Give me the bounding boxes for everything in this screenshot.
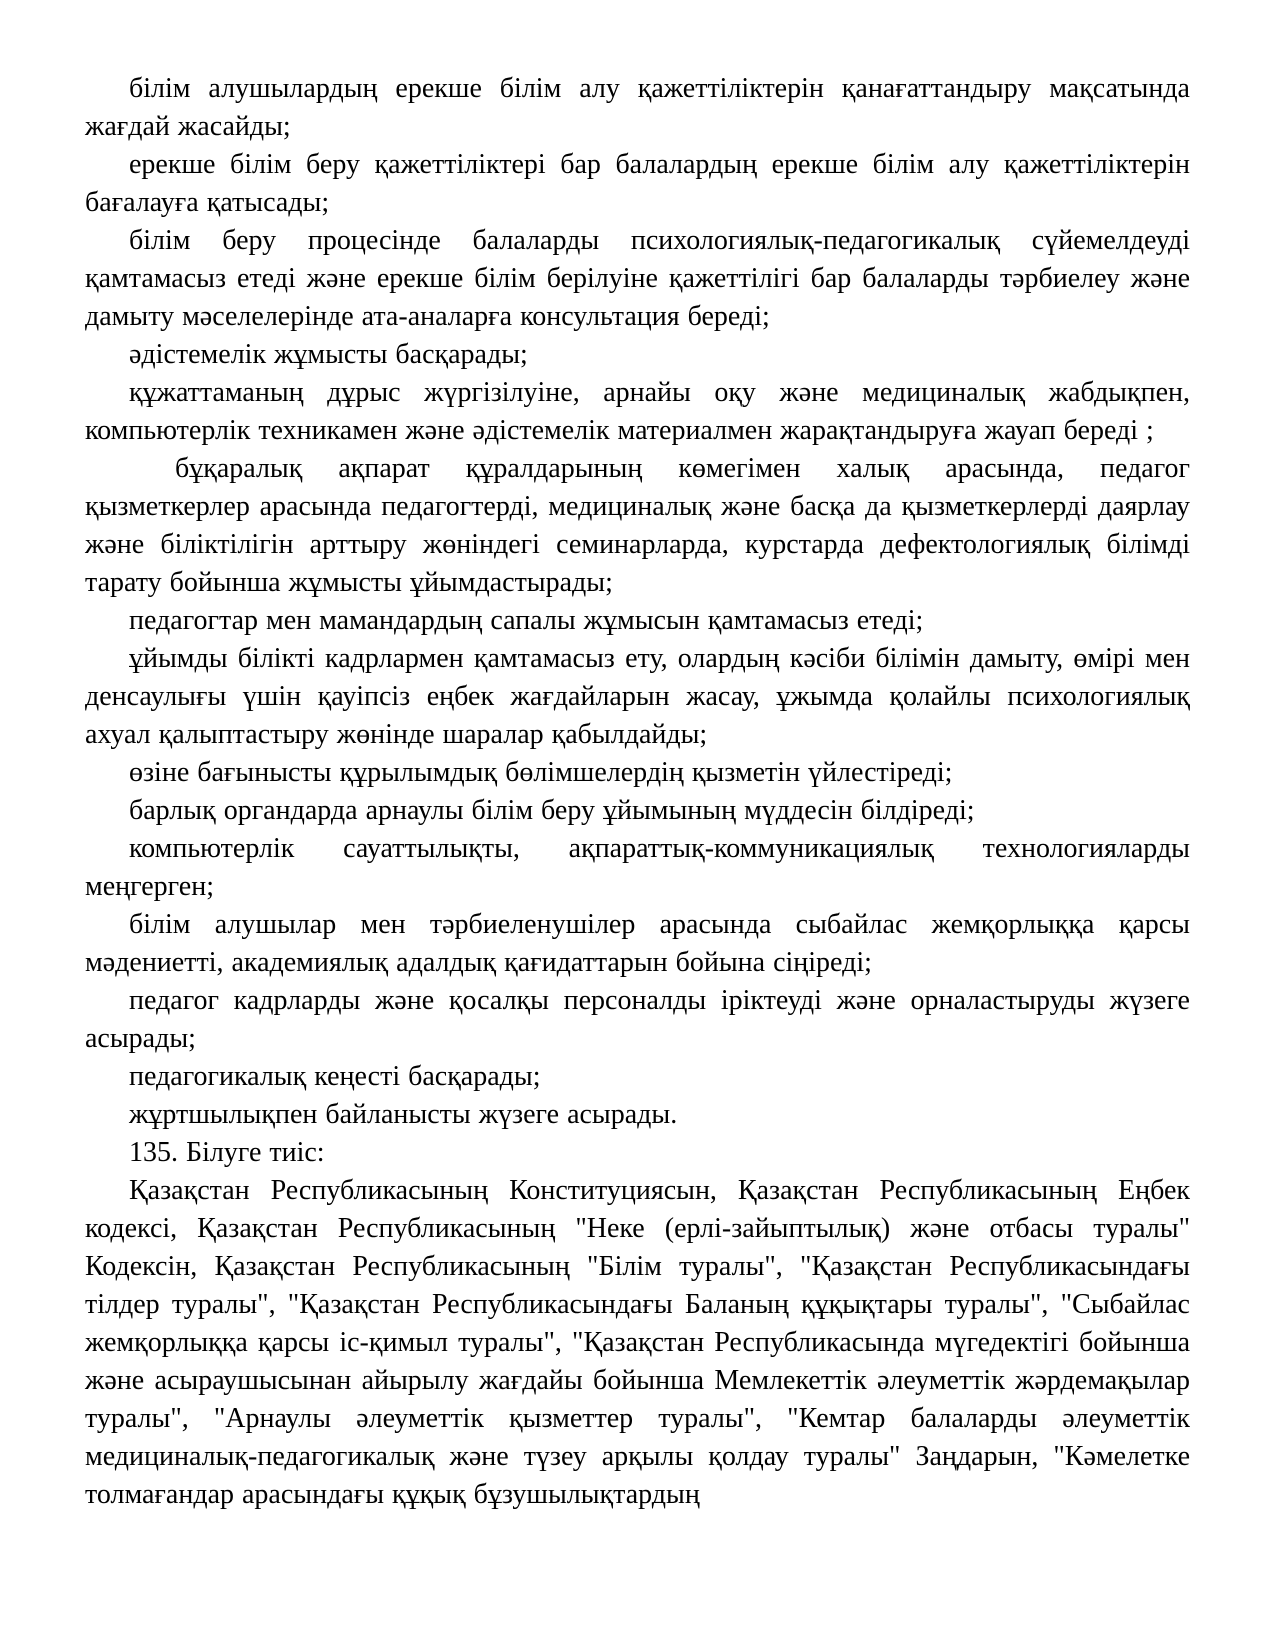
paragraph-duties-special-needs-conditions: білім алушылардың ерекше білім алу қажеттіліктерін қанағаттандыру мақсатында жағдай жасайды; [85,73,1190,142]
paragraph-duties-coordinates-units: өзіне бағынысты құрылымдық бөлімшелердің қызметін үйлестіреді; [129,757,953,788]
paragraph-duties-qualified-staff: ұйымды білікті кадрлармен қамтамасыз ету, олардың кәсіби білімін дамыту, өмірі мен денсаулығы үшін қауіпсіз еңбек жағдайларын жасау, ұжымда қолайлы психологиялық ахуал қалыптастыру жөнінде шаралар қабылдайды; [85,643,1190,750]
paragraph-duties-methodical-work: әдістемелік жұмысты басқарады; [129,339,528,370]
paragraph-duties-documentation-equipment: құжаттаманың дұрыс жүргізілуіне, арнайы оқу және медициналық жабдықпен, компьютерлік техникамен және әдістемелік материалмен жарақтандыруға жауап береді ; [85,377,1190,446]
paragraph-duties-anticorruption-culture: білім алушылар мен тәрбиеленушілер арасында сыбайлас жемқорлыққа қарсы мәдениетті, академиялық адалдық қағидаттарын бойына сіңіреді; [85,909,1190,978]
paragraph-duties-represents-organization: барлық органдарда арнаулы білім беру ұйымының мүддесін білдіреді; [129,795,975,826]
paragraph-clause-135-required-knowledge: Қазақстан Республикасының Конституциясын, Қазақстан Республикасының Еңбек кодексі, Қазақстан Республикасының "Неке (ерлі-зайыптылық) және отбасы туралы" Кодексін, Қазақстан Республикасының "Білім туралы", "Қазақстан Республикасындағы тілдер туралы", "Қазақстан Республикасындағы Баланың құқықтары туралы", "Сыбайлас жемқорлыққа қарсы іс-қимыл туралы", "Қазақстан Республикасында мүгедектігі бойынша және асыраушысынан айырылу жағдайы бойынша Мемлекеттік әлеуметтік жәрдемақылар туралы", "Арнаулы әлеуметтік қызметтер туралы", "Кемтар балаларды әлеуметтік медициналық-педагогикалық және түзеу арқылы қолдау туралы" Заңдарын, "Кәмелетке толмағандар арасындағы құқық бұзушылықтардың [85,1175,1190,1510]
paragraph-duties-computer-literacy: компьютерлік сауаттылықты, ақпараттық-коммуникациялық технологияларды меңгерген; [85,833,1190,902]
paragraph-duties-personnel-selection: педагог кадрларды және қосалқы персоналды іріктеуді және орналастыруды жүзеге асырады; [85,985,1190,1054]
paragraph-duties-psych-pedagogical-support: білім беру процесінде балаларды психологиялық-педагогикалық сүйемелдеуді қамтамасыз етеді және ерекше білім берілуіне қажеттілігі бар балаларды тәрбиелеу және дамыту мәселелерінде ата-аналарға консультация береді; [85,225,1190,332]
paragraph-duties-media-seminars: бұқаралық ақпарат құралдарының көмегімен халық арасында, педагог қызметкерлер арасында педагогтерді, медициналық және басқа да қызметкерлерді даярлау және біліктілігін арттыру жөніндегі семинарларда, курстарда дефектологиялық білімді тарату бойынша жұмысты ұйымдастырады; [85,453,1190,598]
paragraph-duties-quality-of-work: педагогтар мен мамандардың сапалы жұмысын қамтамасыз етеді; [129,605,924,636]
paragraph-duties-public-relations: жұртшылықпен байланысты жүзеге асырады. [129,1099,678,1130]
paragraph-duties-needs-assessment: ерекше білім беру қажеттіліктері бар балалардың ерекше білім алу қажеттіліктерін бағалауға қатысады; [85,149,1190,218]
paragraph-clause-135-heading: 135. Білуге тиіс: [129,1137,325,1168]
paragraph-duties-pedagogical-council: педагогикалық кеңесті басқарады; [129,1061,541,1092]
